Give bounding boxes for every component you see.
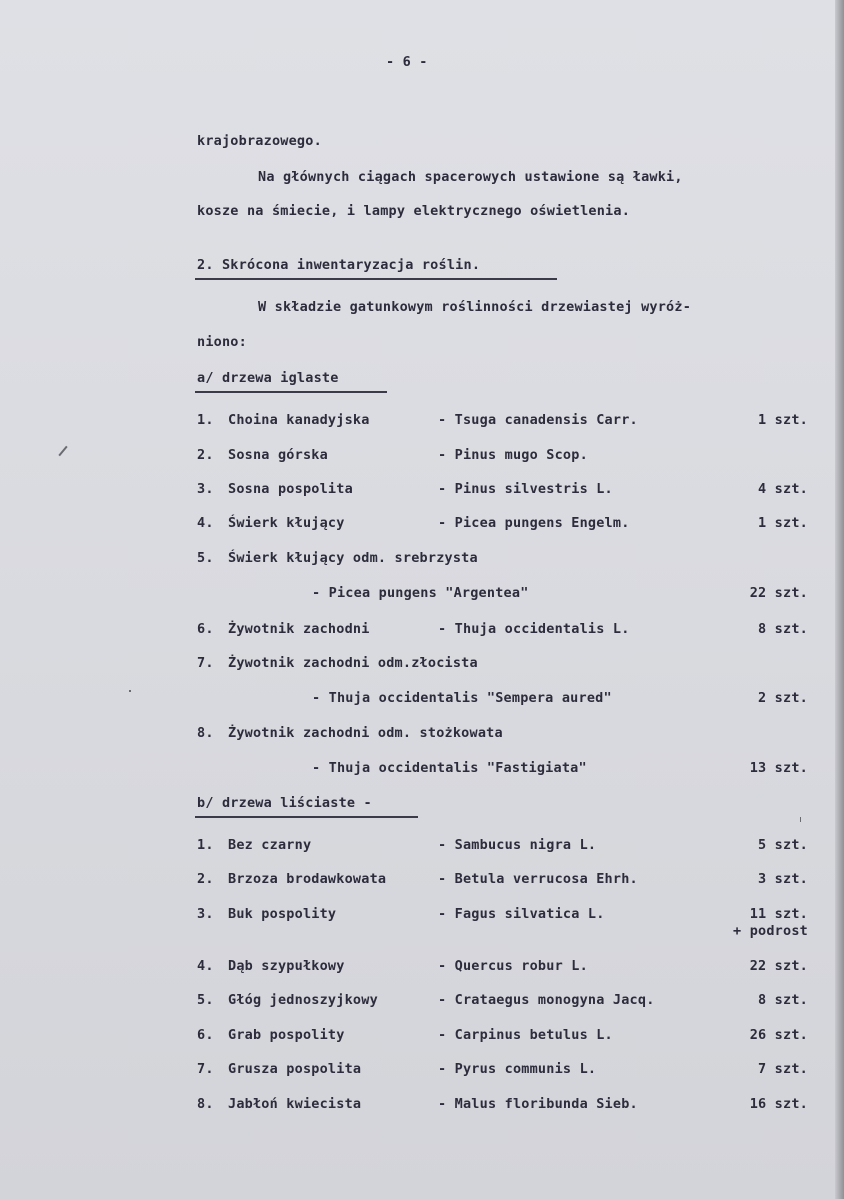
item-quantity: 22 szt. <box>749 958 808 974</box>
item-latin-name: - Picea pungens Engelm. <box>438 515 630 531</box>
item-polish-name: Grab pospolity <box>228 1027 345 1043</box>
item-polish-name: Grusza pospolita <box>228 1061 362 1077</box>
item-number: 4. <box>197 515 214 531</box>
item-quantity: 16 szt. <box>749 1096 808 1112</box>
item-quantity: 8 szt. <box>758 992 808 1008</box>
intro-line-2: Na głównych ciągach spacerowych ustawione są ławki, <box>258 169 683 185</box>
scan-mark <box>129 690 131 692</box>
deciduous-heading: b/ drzewa liściaste - <box>197 795 372 811</box>
item-latin-name: - Fagus silvatica L. <box>438 906 605 922</box>
item-number: 4. <box>197 958 214 974</box>
item-polish-name: Buk pospolity <box>228 906 337 922</box>
section-paragraph-line-2: niono: <box>197 334 247 350</box>
item-quantity: 1 szt. <box>758 515 808 531</box>
item-quantity: 8 szt. <box>758 621 808 637</box>
item-polish-name: Sosna pospolita <box>228 481 353 497</box>
section-heading-underline <box>195 278 557 280</box>
item-number: 2. <box>197 871 214 887</box>
item-number: 5. <box>197 992 214 1008</box>
scan-mark <box>800 817 801 822</box>
item-latin-name: - Tsuga canadensis Carr. <box>438 412 638 428</box>
item-number: 7. <box>197 655 214 671</box>
item-latin-name: - Picea pungens "Argentea" <box>312 585 529 601</box>
item-latin-name: - Sambucus nigra L. <box>438 837 597 853</box>
item-polish-name: Choina kanadyjska <box>228 412 370 428</box>
conifers-heading-underline <box>195 391 387 393</box>
item-latin-name: - Thuja occidentalis "Fastigiata" <box>312 760 587 776</box>
item-latin-name: - Quercus robur L. <box>438 958 588 974</box>
item-number: 1. <box>197 837 214 853</box>
item-quantity: 2 szt. <box>758 690 808 706</box>
item-number: 6. <box>197 1027 214 1043</box>
item-quantity: 3 szt. <box>758 871 808 887</box>
item-latin-name: - Malus floribunda Sieb. <box>438 1096 638 1112</box>
intro-line-1: krajobrazowego. <box>197 133 322 149</box>
item-polish-name: Jabłoń kwiecista <box>228 1096 362 1112</box>
item-latin-name: - Carpinus betulus L. <box>438 1027 613 1043</box>
section-paragraph-line-1: W składzie gatunkowym roślinności drzewiastej wyróż- <box>258 299 692 315</box>
item-number: 6. <box>197 621 214 637</box>
item-latin-name: - Thuja occidentalis L. <box>438 621 630 637</box>
item-latin-name: - Pinus mugo Scop. <box>438 447 588 463</box>
item-number: 5. <box>197 550 214 566</box>
item-quantity: 1 szt. <box>758 412 808 428</box>
item-number: 7. <box>197 1061 214 1077</box>
item-latin-name: - Crataegus monogyna Jacq. <box>438 992 655 1008</box>
item-quantity: 22 szt. <box>749 585 808 601</box>
item-number: 8. <box>197 725 214 741</box>
item-polish-name: Żywotnik zachodni odm.złocista <box>228 655 478 671</box>
deciduous-heading-underline <box>195 816 418 818</box>
item-latin-name: - Thuja occidentalis "Sempera aured" <box>312 690 612 706</box>
item-polish-name: Dąb szypułkowy <box>228 958 345 974</box>
item-latin-name: - Pyrus communis L. <box>438 1061 597 1077</box>
item-latin-name: - Pinus silvestris L. <box>438 481 613 497</box>
item-polish-name: Bez czarny <box>228 837 312 853</box>
item-polish-name: Żywotnik zachodni odm. stożkowata <box>228 725 503 741</box>
item-number: 3. <box>197 481 214 497</box>
item-quantity: 13 szt. <box>749 760 808 776</box>
section-heading: 2. Skrócona inwentaryzacja roślin. <box>197 257 481 273</box>
item-quantity: 7 szt. <box>758 1061 808 1077</box>
item-quantity: 5 szt. <box>758 837 808 853</box>
item-polish-name: Świerk kłujący <box>228 515 345 531</box>
scan-mark <box>58 446 67 456</box>
item-polish-name: Brzoza brodawkowata <box>228 871 387 887</box>
page-edge-shadow <box>835 0 844 1199</box>
item-polish-name: Świerk kłujący odm. srebrzysta <box>228 550 478 566</box>
item-number: 3. <box>197 906 214 922</box>
item-quantity: 26 szt. <box>749 1027 808 1043</box>
item-quantity-note: + podrost <box>733 923 808 939</box>
page-number: - 6 - <box>386 54 428 70</box>
item-latin-name: - Betula verrucosa Ehrh. <box>438 871 638 887</box>
item-polish-name: Sosna górska <box>228 447 328 463</box>
item-polish-name: Głóg jednoszyjkowy <box>228 992 378 1008</box>
item-number: 2. <box>197 447 214 463</box>
item-polish-name: Żywotnik zachodni <box>228 621 370 637</box>
item-number: 1. <box>197 412 214 428</box>
item-number: 8. <box>197 1096 214 1112</box>
conifers-heading: a/ drzewa iglaste <box>197 370 339 386</box>
intro-line-3: kosze na śmiecie, i lampy elektrycznego oświetlenia. <box>197 203 631 219</box>
item-quantity: 11 szt. <box>749 906 808 922</box>
item-quantity: 4 szt. <box>758 481 808 497</box>
